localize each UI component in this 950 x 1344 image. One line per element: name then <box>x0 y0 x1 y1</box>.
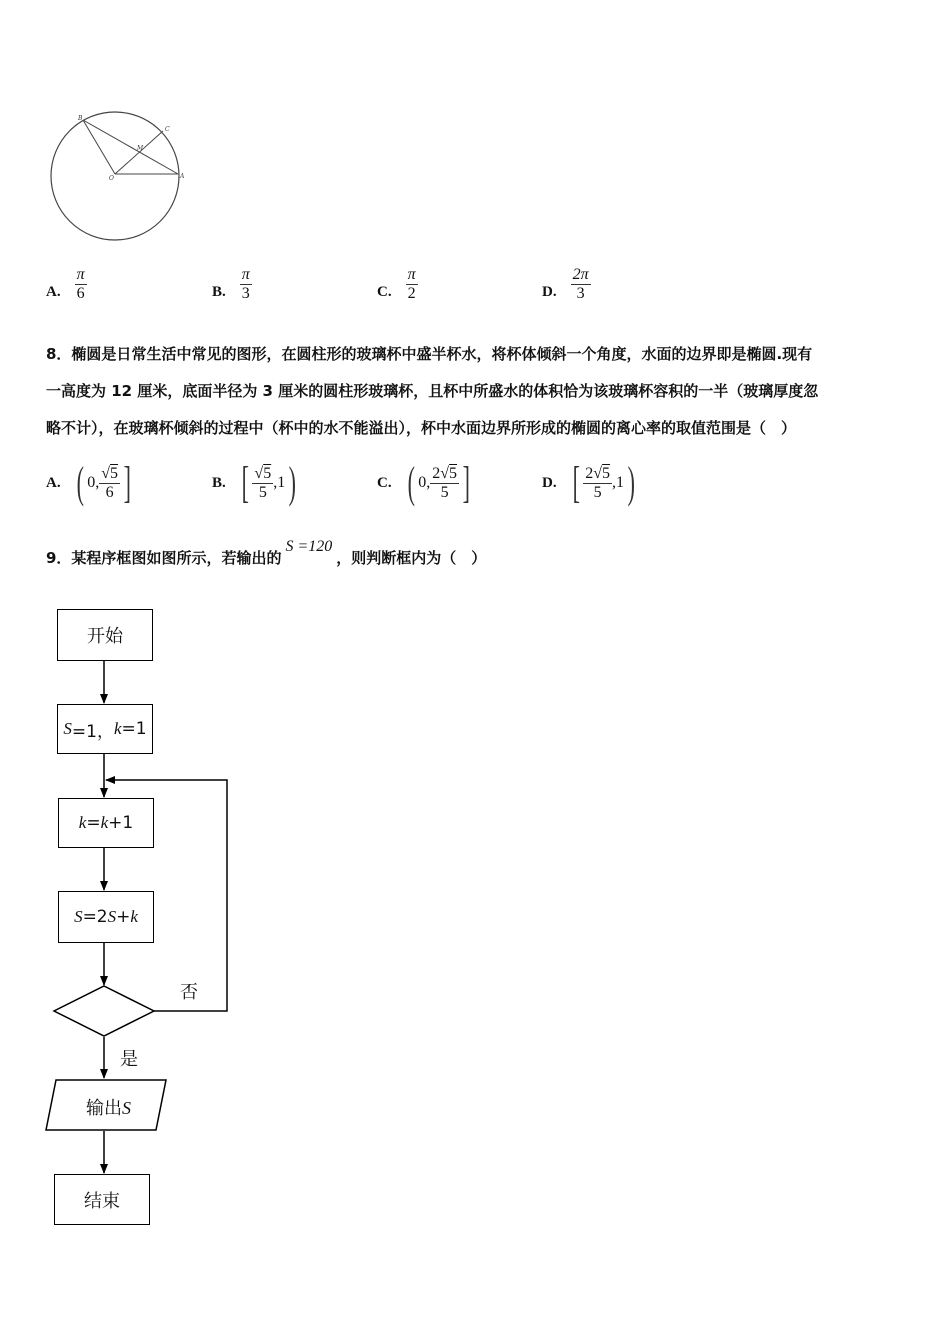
label-a: A <box>180 173 185 180</box>
option-letter: A. <box>46 474 61 491</box>
interval: ( 0, $\frac{√5}{6}$ ] <box>76 458 132 507</box>
label-o: O <box>109 175 114 182</box>
flow-end-box: 结束 <box>54 1174 150 1225</box>
flow-output-label: 输出S <box>86 1098 131 1119</box>
q9-suffix: ，则判断框内为（ ） <box>336 549 487 567</box>
fraction: $\frac{\pi}{2}$ <box>407 266 416 302</box>
interval: [ $\frac{2√5}{5}$ ,1 ) <box>572 458 636 507</box>
q8-line-1: 8．椭圆是日常生活中常见的图形，在圆柱形的玻璃杯中盛半杯水，将杯体倾斜一个角度，水面的边界即是椭圆.现有 <box>46 345 813 363</box>
option-letter: D. <box>542 284 557 300</box>
option-letter: B. <box>212 474 226 491</box>
label-m: M <box>137 145 144 152</box>
flow-init-box: S =1， k =1 <box>57 704 153 754</box>
label-b: B <box>78 115 83 122</box>
q9-prefix: 9．某程序框图如图所示，若输出的 <box>46 549 282 567</box>
q9-math: S =120 <box>285 538 333 555</box>
fraction: $\frac{\pi}{3}$ <box>241 266 250 302</box>
q8-line-3: 略不计），在玻璃杯倾斜的过程中（杯中的水不能溢出），杯中水面边界所形成的椭圆的离心率的取值范围是（ ） <box>46 419 797 437</box>
option-letter: C. <box>377 474 392 491</box>
fraction: $\frac{2\pi}{3}$ <box>572 266 589 302</box>
option-letter: B. <box>212 284 226 300</box>
flow-step1-box: k = k +1 <box>58 798 154 848</box>
flow-step2-box: S =2 S + k <box>58 891 154 943</box>
interval: ( 0, $\frac{2√5}{5}$ ] <box>407 458 471 507</box>
option-letter: C. <box>377 284 392 300</box>
option-letter: D. <box>542 474 557 491</box>
fraction: $\frac{\pi}{6}$ <box>76 266 85 302</box>
option-letter: A. <box>46 284 61 300</box>
decision-diamond <box>54 986 154 1036</box>
flow-yes-label: 是 <box>120 1049 138 1070</box>
interval: [ $\frac{√5}{5}$ ,1 ) <box>241 458 297 507</box>
q8-line-2: 一高度为 12 厘米，底面半径为 3 厘米的圆柱形玻璃杯，且杯中所盛水的体积恰为该玻璃杯容积的一半（玻璃厚度忽 <box>46 382 819 400</box>
flow-start-box: 开始 <box>57 609 153 661</box>
flow-no-label: 否 <box>180 982 198 1003</box>
label-c: C <box>165 126 170 133</box>
